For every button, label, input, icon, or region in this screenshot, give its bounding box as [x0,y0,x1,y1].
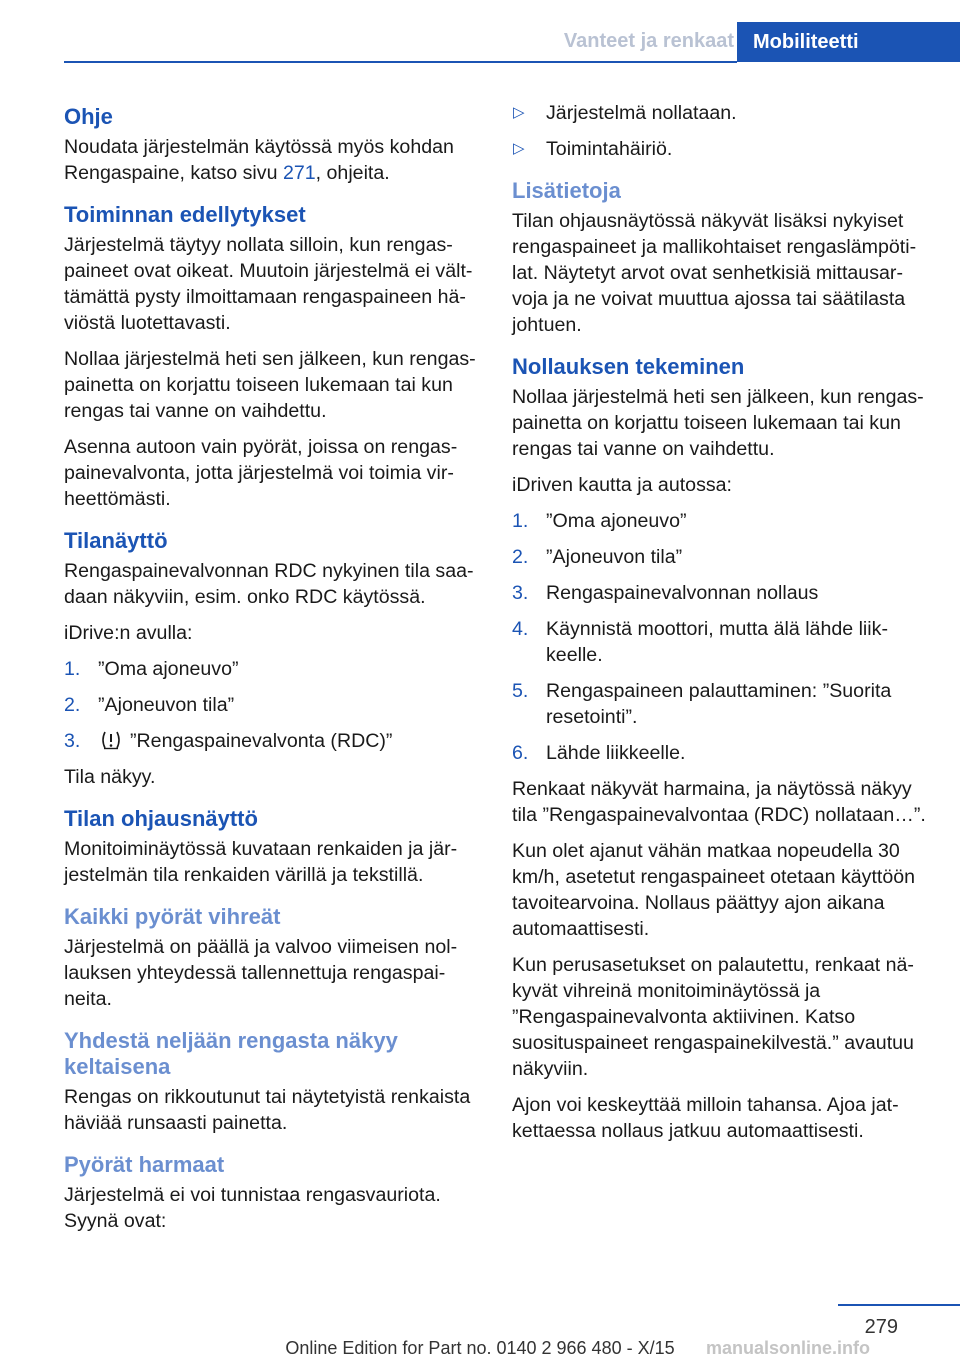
step-text: ”Oma ajoneuvo” [98,658,239,680]
triangle-bullet-icon: ▷ [513,104,525,121]
bullet-text: Järjestelmä nollataan. [546,102,737,124]
heading-tilanaytto: Tilanäyttö [64,528,168,553]
paragraph: iDriven kautta ja autossa: [512,474,732,496]
paragraph: Monitoiminäytössä kuvataan renkaiden ja järjestelmän tila renkaiden värillä ja tekstillä. [64,838,458,886]
step-number: 2. [64,694,81,716]
ohje-text-end: , ohjeita. [315,162,390,184]
list-item [512,580,926,606]
heading-ohje: Ohje [64,104,113,129]
paragraph: Ajon voi keskeyttää milloin tahansa. Ajoa jatkettaessa nollaus jatkuu automaattisesti. [512,1094,899,1142]
step-text: Rengaspaineen palauttaminen: ”Suorita resetointi”. [546,680,892,728]
subheading-lisatietoja: Lisätietoja [512,178,621,203]
paragraph: Renkaat näkyvät harmaina, ja näytössä näkyy tila ”Rengaspainevalvontaa (RDC) nollataan…”. [512,778,926,826]
bullet-item [512,100,926,126]
paragraph: Järjestelmä ei voi tunnistaa rengasvauriota. Syynä ovat: [64,1184,441,1232]
step-number: 2. [512,546,529,568]
step-text: ”Oma ajoneuvo” [546,510,687,532]
left-column [64,100,478,1244]
paragraph: iDrive:n avulla: [64,622,193,644]
list-item [512,508,926,534]
bullet-text: Toimintahäiriö. [546,138,673,160]
step-number: 1. [512,510,529,532]
ohje-text-start: Noudata järjestelmän käytössä myös kohdan Rengaspaine, katso sivu [64,136,454,184]
triangle-bullet-icon: ▷ [513,140,525,157]
list-item [64,728,478,754]
paragraph: Asenna autoon vain pyörät, joissa on rengaspainevalvonta, jotta järjestelmä voi toimia virheettömästi. [64,436,458,510]
subheading-kaikki-vihreat: Kaikki pyörät vihreät [64,904,281,929]
list-item [512,740,926,766]
bullet-item [512,136,926,162]
footer-rule [838,1304,960,1306]
page-number: 279 [864,1316,898,1338]
paragraph: Järjestelmä täytyy nollata silloin, kun rengaspaineet ovat oikeat. Muutoin järjestelmä ei välttämättä pysty ilmoittamaan rengaspaineen häviöstä luotettavasti. [64,234,473,334]
step-text: ”Ajoneuvon tila” [98,694,235,716]
list-item [64,656,478,682]
ohje-text [64,134,478,186]
step-text: Rengaspainevalvonnan nollaus [546,582,819,604]
list-item [512,544,926,570]
paragraph: Rengas on rikkoutunut tai näytetyistä renkaista häviää runsaasti painetta. [64,1086,471,1134]
edition-note: Online Edition for Part no. 0140 2 966 480 - X/15 [285,1338,675,1358]
step-number: 4. [512,618,529,640]
step-text: ”Rengaspainevalvonta (RDC)” [130,730,393,752]
paragraph: Kun perusasetukset on palautettu, renkaat näkyvät vihreinä monitoiminäytössä ja ”Rengaspainevalvonta aktiivinen. Katso suosituspaineet rengaspainekilvestä.” avautuu näkyviin. [512,954,914,1080]
subheading-pyorat-harmaat: Pyörät harmaat [64,1152,225,1177]
step-text: Käynnistä moottori, mutta älä lähde liikkeelle. [546,618,888,666]
paragraph: Rengaspainevalvonnan RDC nykyinen tila saadaan näkyviin, esim. onko RDC käytössä. [64,560,474,608]
list-item [512,616,926,668]
step-number: 5. [512,680,529,702]
page-link[interactable]: 271 [282,162,316,184]
subheading-keltaisena: Yhdestä neljään rengasta näkyy keltaisena [64,1028,398,1079]
list-item [512,678,926,730]
step-number: 6. [512,742,529,764]
paragraph: Kun olet ajanut vähän matkaa nopeudella 30 km/h, asetetut rengaspaineet otetaan käyttöön tavoitearvoina. Nollaus päättyy ajon aikana automaattisesti. [512,840,916,940]
heading-tilan-ohjausnaytto: Tilan ohjausnäyttö [64,806,258,831]
tire-pressure-warning-icon [100,730,122,750]
step-text: Lähde liikkeelle. [546,742,686,764]
heading-nollauksen-tekeminen: Nollauksen tekeminen [512,354,745,379]
step-number: 3. [64,730,81,752]
right-column [512,100,926,1154]
chapter-label: Vanteet ja renkaat [563,30,734,52]
page-header [0,22,960,62]
section-tab: Mobiliteetti [737,22,960,62]
header-rule [64,61,737,63]
heading-toiminnan-edellytykset: Toiminnan edellytykset [64,202,306,227]
step-text: ”Ajoneuvon tila” [546,546,683,568]
paragraph: Nollaa järjestelmä heti sen jälkeen, kun rengaspainetta on korjattu toiseen lukemaan tai kun rengas tai vanne on vaihdettu. [512,386,924,460]
paragraph: Tilan ohjausnäytössä näkyvät lisäksi nykyiset rengaspaineet ja mallikohtaiset rengaslämpötilat. Näytetyt arvot ovat senhetkisiä mittausarvoja ja ne voivat muuttua ajossa tai säätilasta johtuen. [512,210,917,336]
paragraph: Nollaa järjestelmä heti sen jälkeen, kun rengaspainetta on korjattu toiseen lukemaan tai kun rengas tai vanne on vaihdettu. [64,348,476,422]
list-item [64,692,478,718]
step-number: 3. [512,582,529,604]
step-number: 1. [64,658,81,680]
watermark: manualsonline.info [706,1338,871,1358]
paragraph: Tila näkyy. [64,766,156,788]
paragraph: Järjestelmä on päällä ja valvoo viimeisen nollauksen yhteydessä tallennettuja rengaspaineita. [64,936,458,1010]
